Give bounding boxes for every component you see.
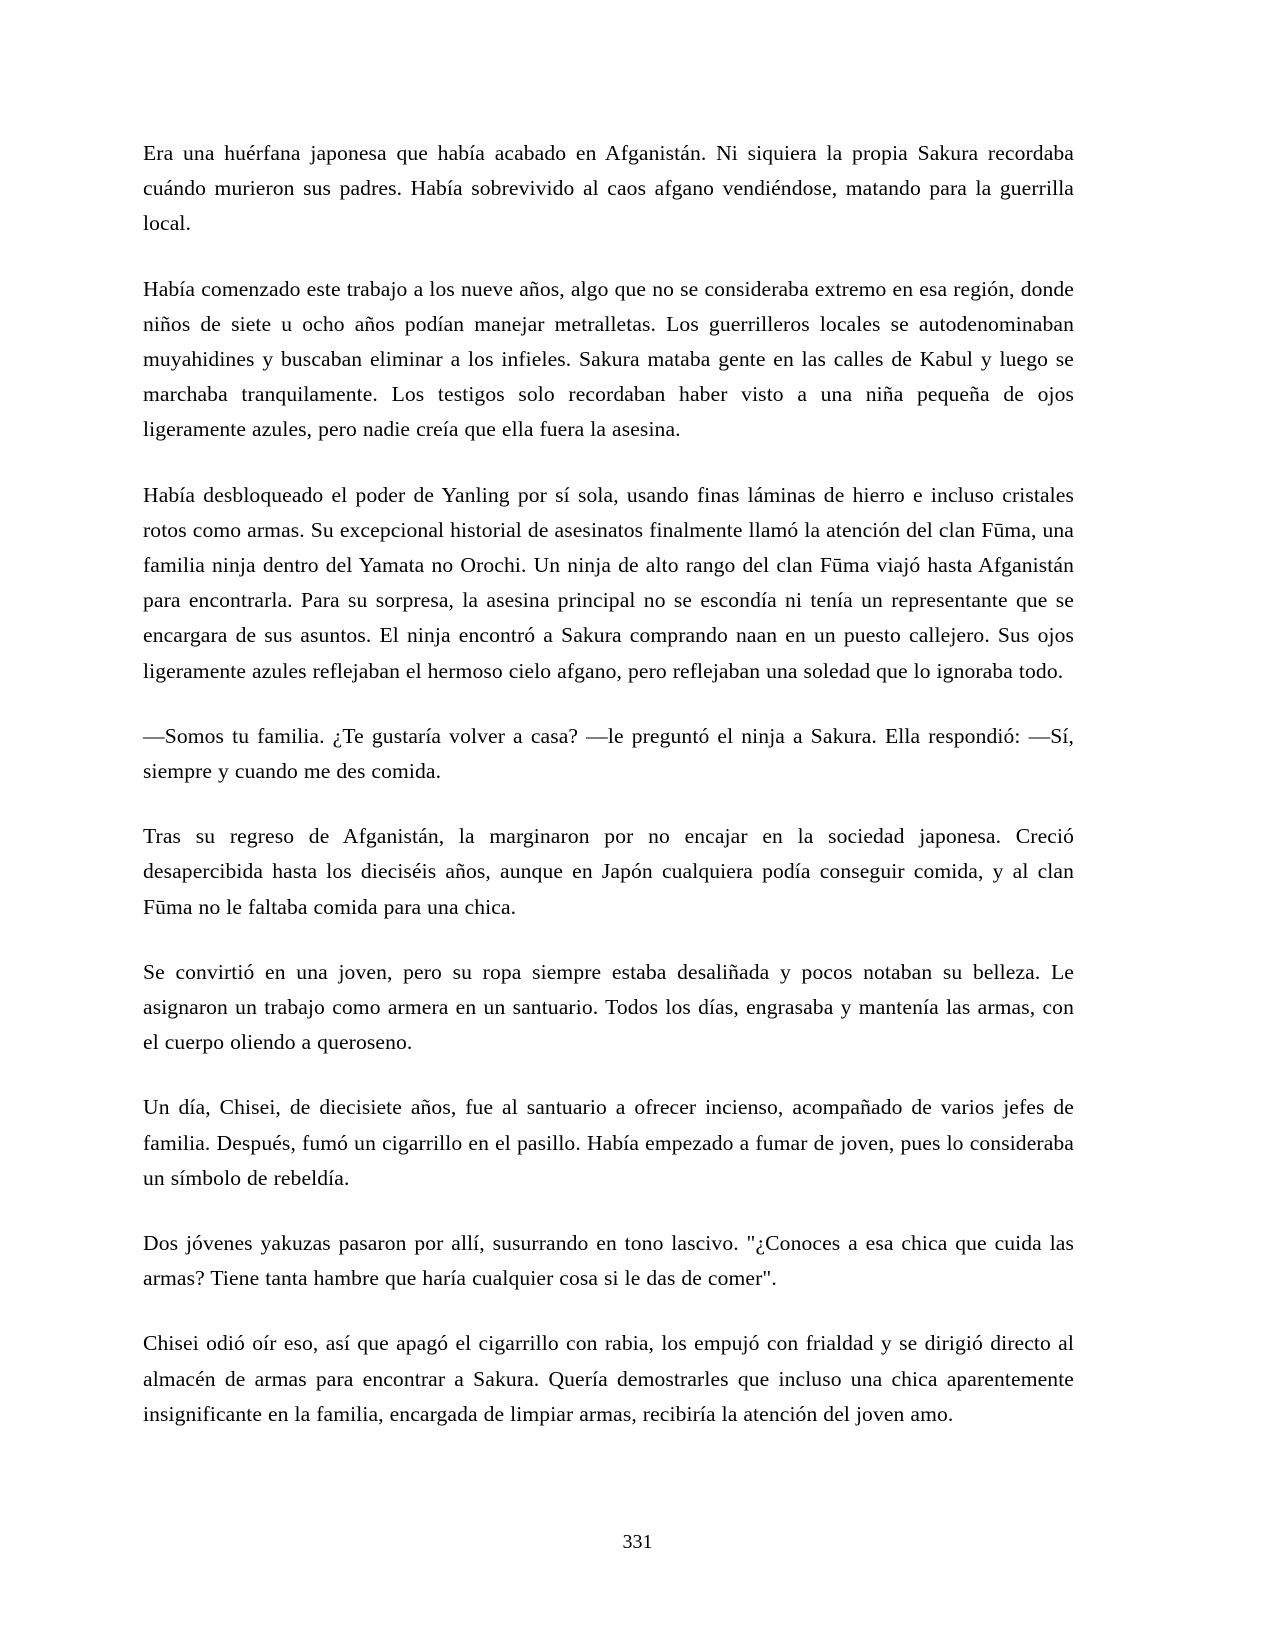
- paragraph: Tras su regreso de Afganistán, la marginaron por no encajar en la sociedad japonesa. Creció desapercibida hasta los dieciséis años, aunque en Japón cualquiera podía conseguir comida, y al clan Fūma no le faltaba comida para una chica.: [143, 824, 1074, 919]
- page-number: 331: [622, 1531, 653, 1553]
- paragraph: Dos jóvenes yakuzas pasaron por allí, susurrando en tono lascivo. "¿Conoces a esa chica que cuida las armas? Tiene tanta hambre que haría cualquier cosa si le das de comer".: [143, 1231, 1074, 1291]
- paragraph: Había desbloqueado el poder de Yanling por sí sola, usando finas láminas de hierro e incluso cristales rotos como armas. Su excepcional historial de asesinatos finalmente llamó la atención del clan Fūma, una familia ninja dentro del Yamata no Orochi. Un ninja de alto rango del clan Fūma viajó hasta Afganistán para encontrarla. Para su sorpresa, la asesina principal no se escondía ni tenía un representante que se encargara de sus asuntos. El ninja encontró a Sakura comprando naan en un puesto callejero. Sus ojos ligeramente azules reflejaban el hermoso cielo afgano, pero reflejaban una soledad que lo ignoraba todo.: [143, 482, 1074, 683]
- body-text-column: [143, 136, 1074, 1432]
- paragraph: Un día, Chisei, de diecisiete años, fue al santuario a ofrecer incienso, acompañado de varios jefes de familia. Después, fumó un cigarrillo en el pasillo. Había empezado a fumar de joven, pues lo consideraba un símbolo de rebeldía.: [143, 1095, 1074, 1190]
- paragraph: Se convirtió en una joven, pero su ropa siempre estaba desaliñada y pocos notaban su belleza. Le asignaron un trabajo como armera en un santuario. Todos los días, engrasaba y mantenía las armas, con el cuerpo oliendo a queroseno.: [143, 959, 1074, 1055]
- paragraph: Había comenzado este trabajo a los nueve años, algo que no se consideraba extremo en esa región, donde niños de siete u ocho años podían manejar metralletas. Los guerrilleros locales se autodenominaban muyahidines y buscaban eliminar a los infieles. Sakura mataba gente en las calles de Kabul y luego se marchaba tranquilamente. Los testigos solo recordaban haber visto a una niña pequeña de ojos ligeramente azules, pero nadie creía que ella fuera la asesina.: [143, 276, 1074, 442]
- paragraph: Chisei odió oír eso, así que apagó el cigarrillo con rabia, los empujó con frialdad y se dirigió directo al almacén de armas para encontrar a Sakura. Quería demostrarles que incluso una chica aparentemente insignificante en la familia, encargada de limpiar armas, recibiría la atención del joven amo.: [143, 1331, 1074, 1426]
- paragraph: —Somos tu familia. ¿Te gustaría volver a casa? —le preguntó el ninja a Sakura. Ella respondió: —Sí, siempre y cuando me des comida.: [143, 723, 1074, 784]
- paragraph: Era una huérfana japonesa que había acabado en Afganistán. Ni siquiera la propia Sakura recordaba cuándo murieron sus padres. Había sobrevivido al caos afgano vendiéndose, matando para la guerrilla local.: [143, 141, 1074, 236]
